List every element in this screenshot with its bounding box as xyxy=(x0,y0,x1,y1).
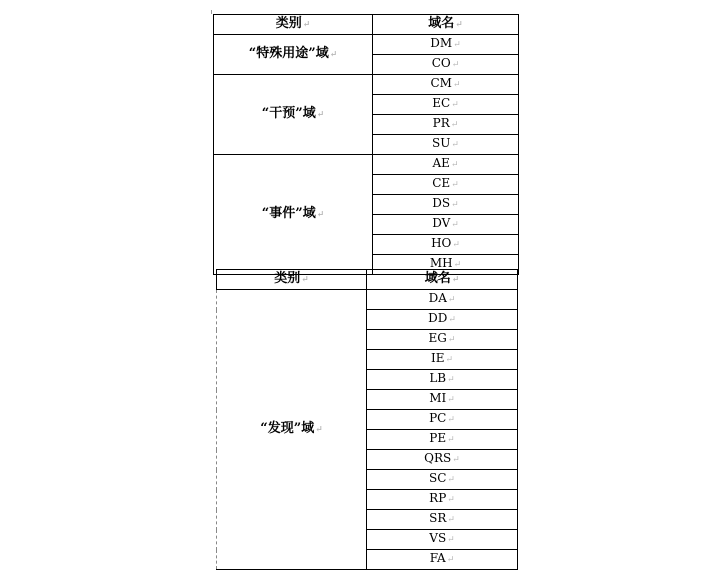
domain-cell-text: DV xyxy=(432,216,451,230)
domain-cell xyxy=(367,350,518,370)
domain-cell-text: DM xyxy=(430,36,453,50)
domain-table-2 xyxy=(216,269,518,570)
paragraph-mark: ↵ xyxy=(316,210,325,220)
domain-cell xyxy=(367,330,518,350)
paragraph-mark: ↵ xyxy=(302,20,311,30)
table-row xyxy=(214,155,519,175)
category-cell-text: “发现”域 xyxy=(260,421,315,436)
page-corner-mark xyxy=(211,10,212,14)
category-cell xyxy=(214,75,373,155)
domain-table-1 xyxy=(213,14,519,275)
category-cell-text: “事件”域 xyxy=(261,206,316,221)
domain-cell-text: HO xyxy=(431,236,452,250)
domain-cell xyxy=(367,550,518,570)
domain-cell xyxy=(367,510,518,530)
domain-header-text: 域名 xyxy=(428,16,455,31)
domain-cell xyxy=(367,310,518,330)
domain-cell-text: EG xyxy=(428,331,447,345)
paragraph-mark: ↵ xyxy=(447,495,455,505)
paragraph-mark: ↵ xyxy=(450,160,459,170)
paragraph-mark: ↵ xyxy=(446,555,455,565)
paragraph-mark: ↵ xyxy=(453,40,461,50)
domain-cell-text: AE xyxy=(432,156,450,170)
domain-cell-text: EC xyxy=(432,96,451,110)
paragraph-mark: ↵ xyxy=(447,335,456,345)
domain-cell xyxy=(367,370,518,390)
domain-header xyxy=(367,270,518,290)
table-row xyxy=(217,290,518,310)
domain-cell xyxy=(367,450,518,470)
domain-cell-text: QRS xyxy=(424,451,452,465)
paragraph-mark: ↵ xyxy=(447,295,456,305)
category-cell xyxy=(214,155,373,275)
paragraph-mark: ↵ xyxy=(315,425,323,435)
paragraph-mark: ↵ xyxy=(447,475,455,485)
paragraph-mark: ↵ xyxy=(450,120,459,130)
paragraph-mark: ↵ xyxy=(452,80,461,90)
category-header xyxy=(217,270,367,290)
paragraph-mark: ↵ xyxy=(447,435,455,445)
domain-cell-text: DS xyxy=(432,196,451,210)
domain-cell xyxy=(367,290,518,310)
paragraph-mark: ↵ xyxy=(448,315,456,325)
domain-cell-text: SC xyxy=(429,471,447,485)
paragraph-mark: ↵ xyxy=(447,375,455,385)
domain-cell-text: SU xyxy=(432,136,451,150)
domain-cell xyxy=(373,215,519,235)
domain-header xyxy=(373,15,519,35)
paragraph-mark: ↵ xyxy=(451,100,459,110)
domain-cell xyxy=(373,115,519,135)
domain-cell xyxy=(373,235,519,255)
paragraph-mark: ↵ xyxy=(316,110,325,120)
domain-cell-text: PR xyxy=(432,116,450,130)
domain-cell-text: CM xyxy=(430,76,452,90)
domain-cell-text: DA xyxy=(428,291,447,305)
domain-cell-text: MH xyxy=(429,256,453,270)
domain-cell-text: DD xyxy=(428,311,448,325)
domain-cell-text: VS xyxy=(429,531,447,545)
domain-cell-text: FA xyxy=(429,551,446,565)
domain-cell xyxy=(373,155,519,175)
domain-header-text: 域名 xyxy=(424,271,451,286)
domain-cell xyxy=(367,530,518,550)
paragraph-mark: ↵ xyxy=(451,60,460,70)
category-header xyxy=(214,15,373,35)
paragraph-mark: ↵ xyxy=(451,220,459,230)
header-row xyxy=(214,15,519,35)
category-cell-text: “特殊用途”域 xyxy=(248,46,329,61)
paragraph-mark: ↵ xyxy=(452,240,460,250)
domain-cell-text: CO xyxy=(431,56,451,70)
domain-cell-text: IE xyxy=(430,351,445,365)
paragraph-mark: ↵ xyxy=(451,180,459,190)
table-row xyxy=(214,35,519,55)
domain-cell-text: RP xyxy=(429,491,447,505)
domain-cell xyxy=(373,135,519,155)
domain-cell xyxy=(367,410,518,430)
paragraph-mark: ↵ xyxy=(451,140,459,150)
domain-cell xyxy=(373,195,519,215)
paragraph-mark: ↵ xyxy=(329,50,338,60)
domain-cell xyxy=(367,470,518,490)
domain-cell xyxy=(367,490,518,510)
paragraph-mark: ↵ xyxy=(447,515,455,525)
category-cell xyxy=(214,35,373,75)
domain-cell xyxy=(373,35,519,55)
header-row xyxy=(217,270,518,290)
domain-cell-text: LB xyxy=(429,371,447,385)
domain-cell xyxy=(367,390,518,410)
domain-cell-text: PE xyxy=(429,431,447,445)
category-header-text: 类别 xyxy=(275,16,302,31)
paragraph-mark: ↵ xyxy=(447,415,455,425)
paragraph-mark: ↵ xyxy=(452,455,460,465)
domain-cell-text: SR xyxy=(429,511,447,525)
paragraph-mark: ↵ xyxy=(301,275,309,285)
domain-cell xyxy=(373,55,519,75)
paragraph-mark: ↵ xyxy=(451,200,459,210)
category-header-text: 类别 xyxy=(274,271,301,286)
paragraph-mark: ↵ xyxy=(447,395,455,405)
paragraph-mark: ↵ xyxy=(451,275,460,285)
domain-cell-text: PC xyxy=(429,411,447,425)
domain-cell-text: CE xyxy=(432,176,451,190)
domain-cell xyxy=(373,175,519,195)
domain-cell-text: MI xyxy=(429,391,447,405)
paragraph-mark: ↵ xyxy=(445,355,454,365)
domain-cell xyxy=(373,95,519,115)
domain-cell xyxy=(367,430,518,450)
category-cell-text: “干预”域 xyxy=(261,106,316,121)
paragraph-mark: ↵ xyxy=(455,20,463,30)
paragraph-mark: ↵ xyxy=(447,535,455,545)
paragraph-mark: ↵ xyxy=(453,260,462,270)
table-row xyxy=(214,75,519,95)
category-cell xyxy=(217,290,367,570)
domain-cell xyxy=(373,75,519,95)
